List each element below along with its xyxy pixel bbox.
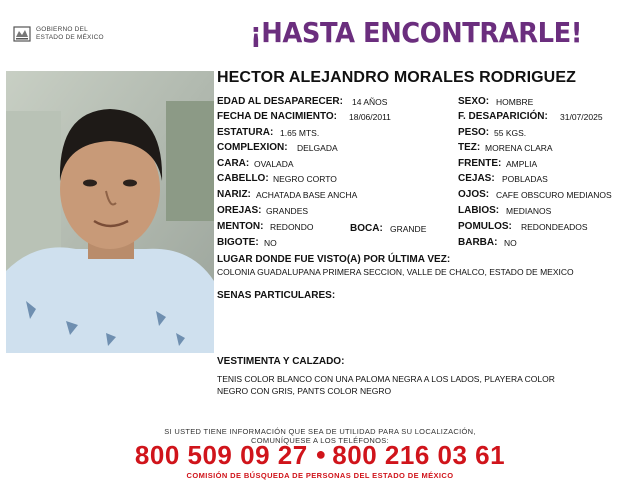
cabello-label: CABELLO: (217, 173, 269, 184)
boca-label: BOCA: (350, 223, 383, 234)
labios-label: LABIOS: (458, 205, 500, 216)
nacimiento-label: FECHA DE NACIMIENTO: (217, 111, 337, 122)
complexion-value: DELGADA (297, 143, 338, 153)
vestimenta-line1: TENIS COLOR BLANCO CON UNA PALOMA NEGRA A LOS LADOS, PLAYERA COLOR (217, 374, 555, 384)
cara-label: CARA: (217, 158, 250, 169)
footer-note-1: SI USTED TIENE INFORMACIÓN QUE SEA DE UTILIDAD PARA SU LOCALIZACIÓN, (164, 427, 476, 436)
ojos-value: CAFE OBSCURO MEDIANOS (496, 190, 612, 200)
frente-value: AMPLIA (506, 159, 538, 169)
estatura-value: 1.65 MTS. (280, 128, 320, 138)
phone-2[interactable]: 800 216 03 61 (332, 440, 506, 470)
person-name: HECTOR ALEJANDRO MORALES RODRIGUEZ (217, 69, 576, 86)
nariz-label: NARIZ: (217, 189, 251, 200)
edad-value: 14 AÑOS (352, 97, 388, 107)
pomulos-label: POMULOS: (458, 221, 512, 232)
orejas-value: GRANDES (266, 206, 309, 216)
pomulos-value: REDONDEADOS (521, 222, 588, 232)
gobierno-logo (12, 24, 117, 46)
nacimiento-value: 18/06/2011 (349, 112, 391, 122)
nariz-value: ACHATADA BASE ANCHA (256, 190, 358, 200)
phone-numbers (0, 440, 640, 471)
estatura-label: ESTATURA: (217, 127, 274, 138)
lugar-label: LUGAR DONDE FUE VISTO(A) POR ÚLTIMA VEZ: (217, 254, 451, 265)
boca-value: GRANDE (390, 224, 427, 234)
peso-value: 55 KGS. (494, 128, 527, 138)
phone-1[interactable]: 800 509 09 27 (134, 440, 308, 470)
barba-value: NO (504, 238, 517, 248)
bullet-separator-icon: ● (315, 444, 333, 464)
state-emblem-icon (12, 24, 32, 44)
menton-label: MENTON: (217, 221, 264, 232)
gov-line2: ESTADO DE MÉXICO (36, 34, 104, 41)
headline: ¡HASTA ENCONTRARLE! (250, 16, 582, 49)
cara-value: OVALADA (254, 159, 294, 169)
menton-value: REDONDO (270, 222, 314, 232)
complexion-label: COMPLEXION: (217, 142, 288, 153)
comision-name: COMISIÓN DE BÚSQUEDA DE PERSONAS DEL ESTADO DE MÉXICO (186, 471, 454, 480)
orejas-label: OREJAS: (217, 205, 262, 216)
tez-value: MORENA CLARA (485, 143, 553, 153)
gov-line1: GOBIERNO DEL (36, 26, 88, 33)
sexo-label: SEXO: (458, 96, 490, 107)
sexo-value: HOMBRE (496, 97, 534, 107)
edad-label: EDAD AL DESAPARECER: (217, 96, 343, 107)
labios-value: MEDIANOS (506, 206, 552, 216)
cejas-value: POBLADAS (502, 174, 548, 184)
desaparicion-value: 31/07/2025 (560, 112, 603, 122)
tez-label: TEZ: (458, 142, 481, 153)
vestimenta-line2: NEGRO CON GRIS, PANTS COLOR NEGRO (217, 386, 392, 396)
lugar-value: COLONIA GUADALUPANA PRIMERA SECCION, VALLE DE CHALCO, ESTADO DE MEXICO (217, 267, 574, 277)
senas-label: SENAS PARTICULARES: (217, 290, 336, 301)
desaparicion-label: F. DESAPARICIÓN: (458, 111, 548, 122)
frente-label: FRENTE: (458, 158, 502, 169)
person-photo (6, 71, 214, 353)
vestimenta-label: VESTIMENTA Y CALZADO: (217, 356, 345, 367)
photo-illustration (6, 71, 214, 353)
peso-label: PESO: (458, 127, 490, 138)
cejas-label: CEJAS: (458, 173, 495, 184)
bigote-label: BIGOTE: (217, 237, 259, 248)
footer-note-2: COMUNÍQUESE A LOS TELÉFONOS: (251, 436, 389, 445)
bigote-value: NO (264, 238, 277, 248)
cabello-value: NEGRO CORTO (273, 174, 337, 184)
ojos-label: OJOS: (458, 189, 490, 200)
barba-label: BARBA: (458, 237, 498, 248)
